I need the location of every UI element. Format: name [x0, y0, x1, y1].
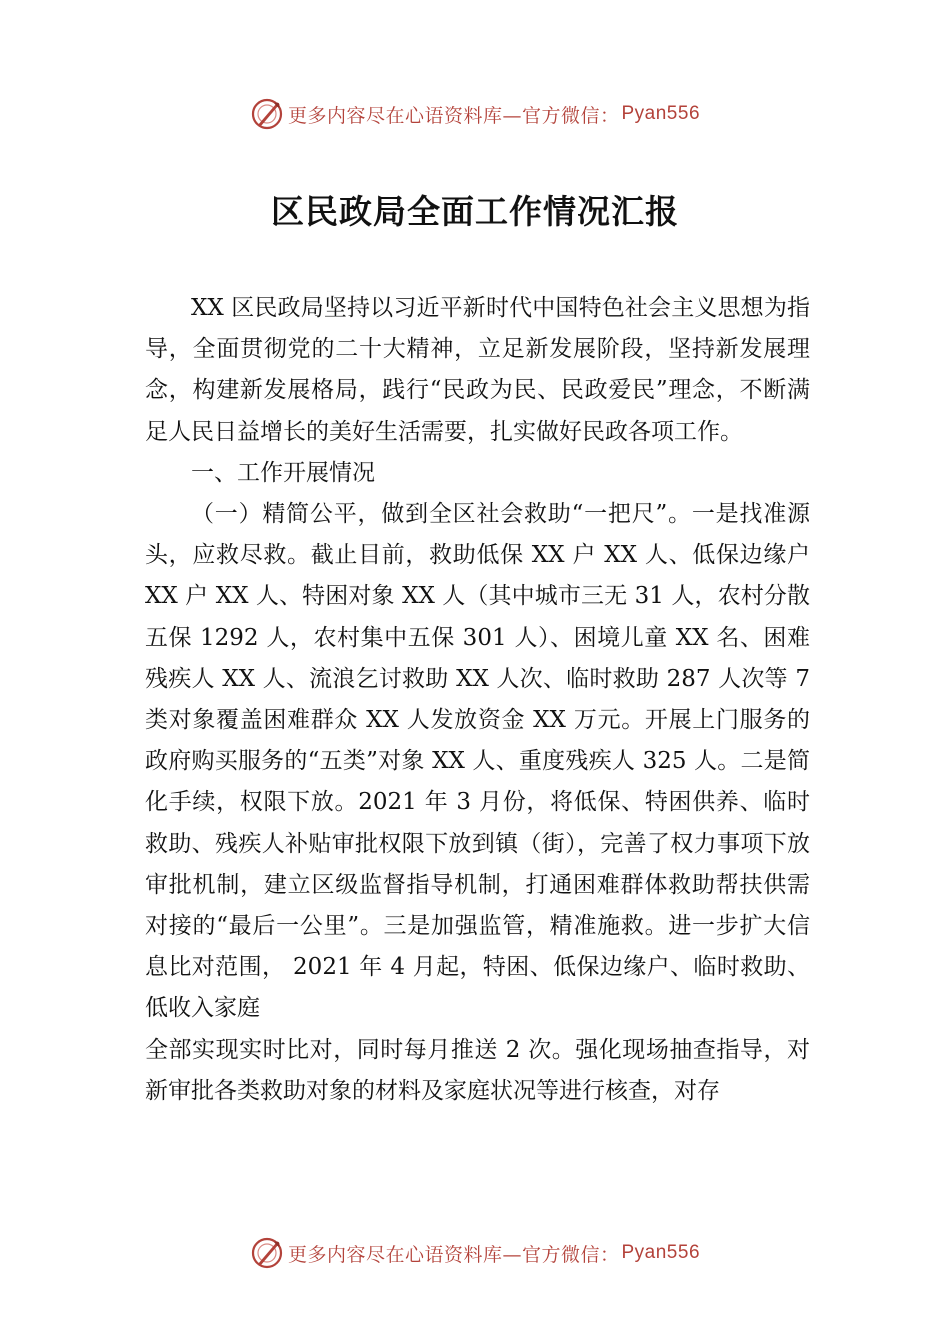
- intro-paragraph: XX 区民政局坚持以习近平新时代中国特色社会主义思想为指导，全面贯彻党的二十大精神，立足新发展阶段，坚持新发展理念，构建新发展格局，践行“民政为民、民政爱民”理念，不断满足人民日益增长的美好生活需要，扎实做好民政各项工作。: [145, 295, 810, 445]
- document-title: 区民政局全面工作情况汇报: [271, 192, 679, 231]
- header-watermark: [0, 94, 950, 134]
- quill-pen-logo-icon: [250, 1236, 284, 1270]
- watermark-text: 更多内容尽在心语资料库—官方微信：: [287, 1243, 620, 1266]
- continuation-paragraph: 全部实现实时比对，同时每月推送 2 次。强化现场抽查指导，对新审批各类救助对象的材料及家庭状况等进行核查，对存: [145, 1036, 810, 1104]
- watermark-wechat-id: Pyan556: [621, 1242, 701, 1263]
- subsection-paragraph: （一）精简公平，做到全区社会救助“一把尺”。一是找准源头，应救尽救。截止目前，救助低保 XX 户 XX 人、低保边缘户 XX 户 XX 人、特困对象 XX 人（其中城市三无 31 人，农村分散五保 1292 人，农村集中五保 301 人）、困境儿童 XX 名、困难残疾人 XX 人、流浪乞讨救助 XX 人次、临时救助 287 人次等 7 类对象覆盖困难群众 XX 人发放资金 XX 万元。开展上门服务的政府购买服务的“五类”对象 XX 人、重度残疾人 325 人。二是简化手续，权限下放。2021 年 3 月份，将低保、特困供养、临时救助、残疾人补贴审批权限下放到镇（街），完善了权力事项下放审批机制，建立区级监督指导机制，打通困难群体救助帮扶供需对接的“最后一公里”。三是加强监管，精准施救。进一步扩大信息比对范围， 2021 年 4 月起，特困、低保边缘户、临时救助、低收入家庭: [145, 501, 810, 1022]
- watermark-wechat-id: Pyan556: [621, 103, 701, 124]
- document-body: [145, 288, 810, 1112]
- watermark-text: 更多内容尽在心语资料库—官方微信：: [287, 104, 620, 127]
- footer-watermark: [0, 1233, 950, 1273]
- quill-pen-logo-icon: [250, 97, 284, 131]
- section-heading: 一、工作开展情况: [191, 459, 375, 486]
